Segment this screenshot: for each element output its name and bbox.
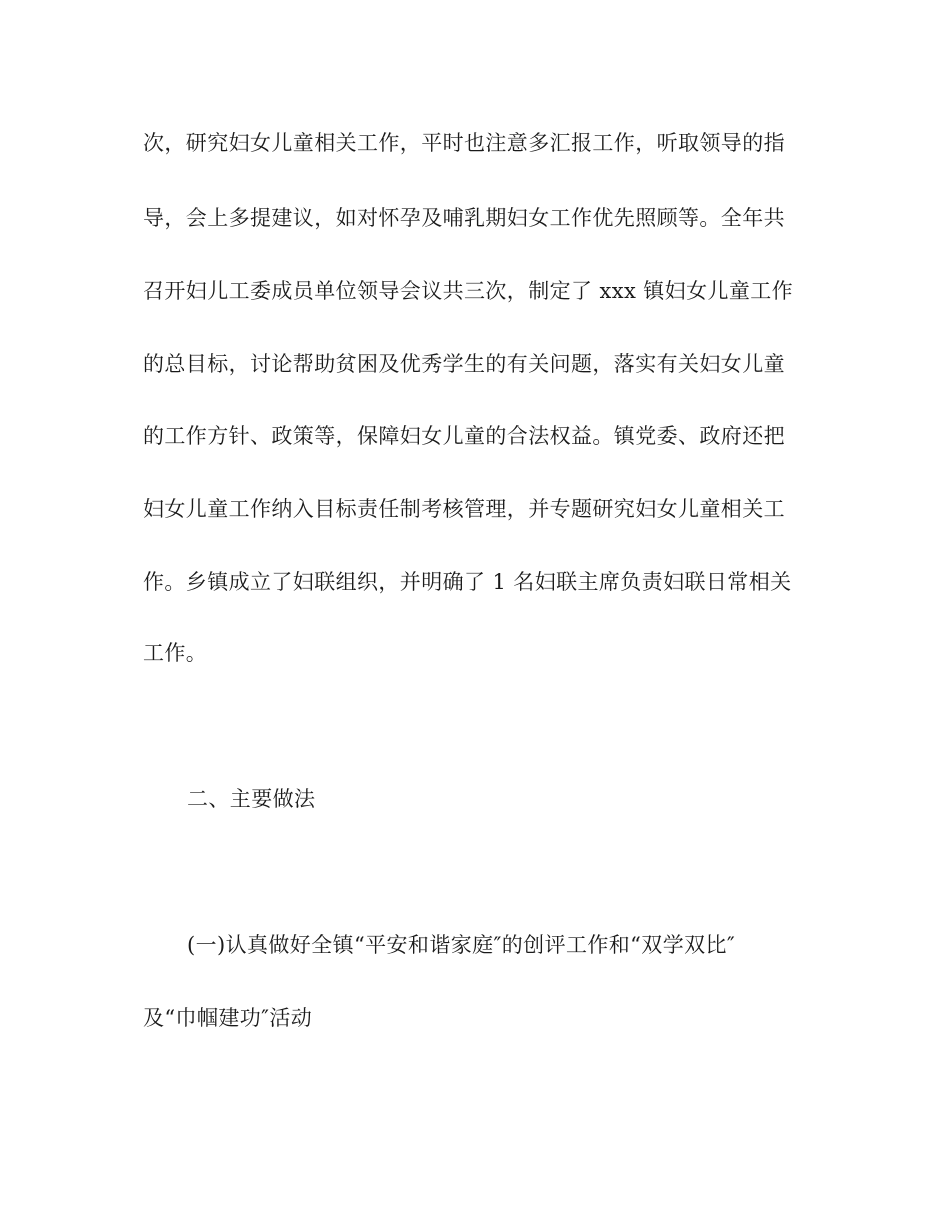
paragraph-line: 的工作方针、政策等，保障妇女儿童的合法权益。镇党委、政府还把	[143, 424, 785, 448]
subsection-heading-line: 及“巾帼建功″活动	[143, 1006, 313, 1030]
paragraph-line: 妇女儿童工作纳入目标责任制考核管理，并专题研究妇女儿童相关工	[143, 497, 785, 521]
paragraph-line: 召开妇儿工委成员单位领导会议共三次，制定了 xxx 镇妇女儿童工作	[143, 279, 794, 303]
paragraph-line: 次，研究妇女儿童相关工作，平时也注意多汇报工作，听取领导的指	[143, 131, 785, 155]
paragraph-line: 作。乡镇成立了妇联组织，并明确了 1 名妇联主席负责妇联日常相关	[143, 570, 792, 594]
section-heading: 二、主要做法	[187, 787, 316, 811]
paragraph-line: 工作。	[143, 641, 208, 665]
paragraph-line: 导，会上多提建议，如对怀孕及哺乳期妇女工作优先照顾等。全年共	[143, 206, 785, 230]
paragraph-line: 的总目标，讨论帮助贫困及优秀学生的有关问题，落实有关妇女儿童	[143, 352, 785, 376]
subsection-heading-line: (一)认真做好全镇“平安和谐家庭″的创评工作和“双学双比″	[187, 933, 736, 957]
